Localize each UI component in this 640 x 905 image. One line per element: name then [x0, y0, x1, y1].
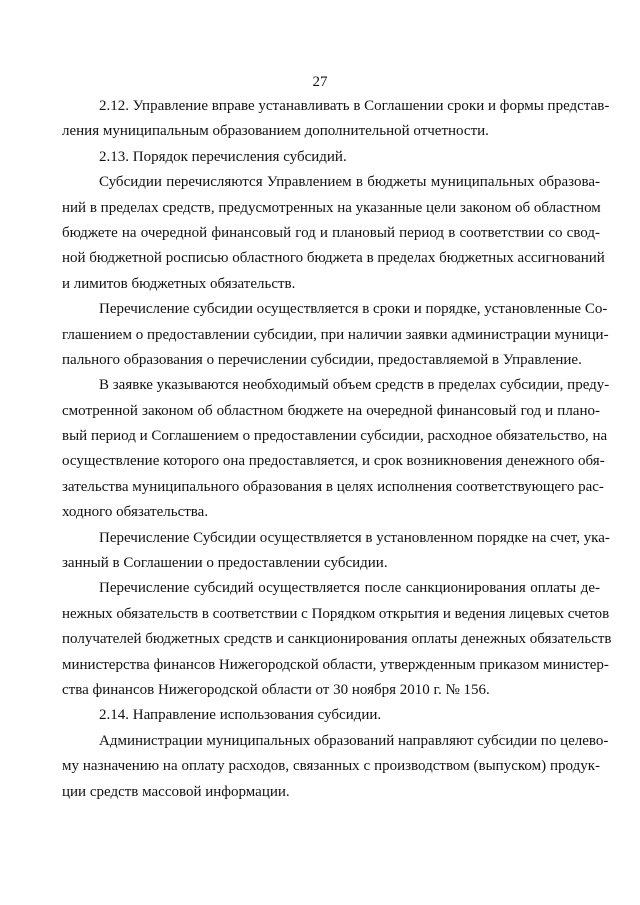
paragraph-line: получателей бюджетных средств и санкционирования оплаты денежных обязательств	[62, 631, 612, 648]
paragraph-line: 2.12. Управление вправе устанавливать в Соглашении сроки и формы представ-	[99, 98, 610, 114]
paragraph-line: министерства финансов Нижегородской области, утвержденным приказом министер-	[62, 656, 609, 673]
paragraph-line: ления муниципальным образованием дополнительной отчетности.	[62, 123, 489, 140]
paragraph-line: ходного обязательства.	[62, 504, 209, 521]
paragraph-line: Перечисление Субсидии осуществляется в установленном порядке на счет, ука-	[99, 529, 610, 546]
paragraph-line: Перечисление субсидии осуществляется в сроки и порядке, установленные Со-	[99, 301, 608, 318]
document-body	[62, 94, 612, 805]
paragraph-line: нежных обязательств в соответствии с Порядком открытия и ведения лицевых счетов	[62, 605, 610, 622]
paragraph-line: глашением о предоставлении субсидии, при наличии заявки администрации муници-	[62, 326, 609, 343]
paragraph-line: ной бюджетной росписью областного бюджета в пределах бюджетных ассигнований	[62, 250, 605, 267]
paragraph-line: ства финансов Нижегородской области от 30 ноября 2010 г. № 156.	[62, 681, 490, 698]
paragraph-line: вый период и Соглашением о предоставлении субсидии, расходное обязательство, на	[62, 428, 608, 445]
paragraph-line: смотренной законом об областном бюджете на очередной финансовый год и плано-	[62, 402, 600, 419]
paragraph-line: В заявке указываются необходимый объем средств в пределах субсидии, преду-	[99, 377, 610, 394]
paragraph-line: Субсидии перечисляются Управлением в бюджеты муниципальных образова-	[99, 174, 600, 191]
section-heading: 2.13. Порядок перечисления субсидий.	[99, 148, 347, 165]
paragraph-line: ции средств массовой информации.	[62, 783, 290, 800]
paragraph-line: Администрации муниципальных образований направляют субсидии по целево-	[99, 732, 609, 749]
paragraph-line: зательства муниципального образования в целях исполнения соответствующего рас-	[62, 478, 604, 495]
section-heading: 2.14. Направление использования субсидии.	[99, 707, 382, 724]
page-number: 27	[312, 74, 328, 90]
paragraph-line: осуществление которого она предоставляется, и срок возникновения денежного обя-	[62, 453, 605, 470]
paragraph-line: бюджете на очередной финансовый год и плановый период в соответствии со свод-	[62, 224, 600, 241]
paragraph-line: му назначению на оплату расходов, связанных с производством (выпуском) продук-	[62, 758, 600, 775]
paragraph-line: ний в пределах средств, предусмотренных на указанные цели законом об областном	[62, 199, 601, 216]
paragraph-line: и лимитов бюджетных обязательств.	[62, 275, 296, 292]
paragraph-line: пального образования о перечислении субсидии, предоставляемой в Управление.	[62, 351, 582, 368]
paragraph-line: занный в Соглашении о предоставлении субсидии.	[62, 555, 388, 572]
paragraph-line: Перечисление субсидий осуществляется после санкционирования оплаты де-	[99, 580, 600, 597]
